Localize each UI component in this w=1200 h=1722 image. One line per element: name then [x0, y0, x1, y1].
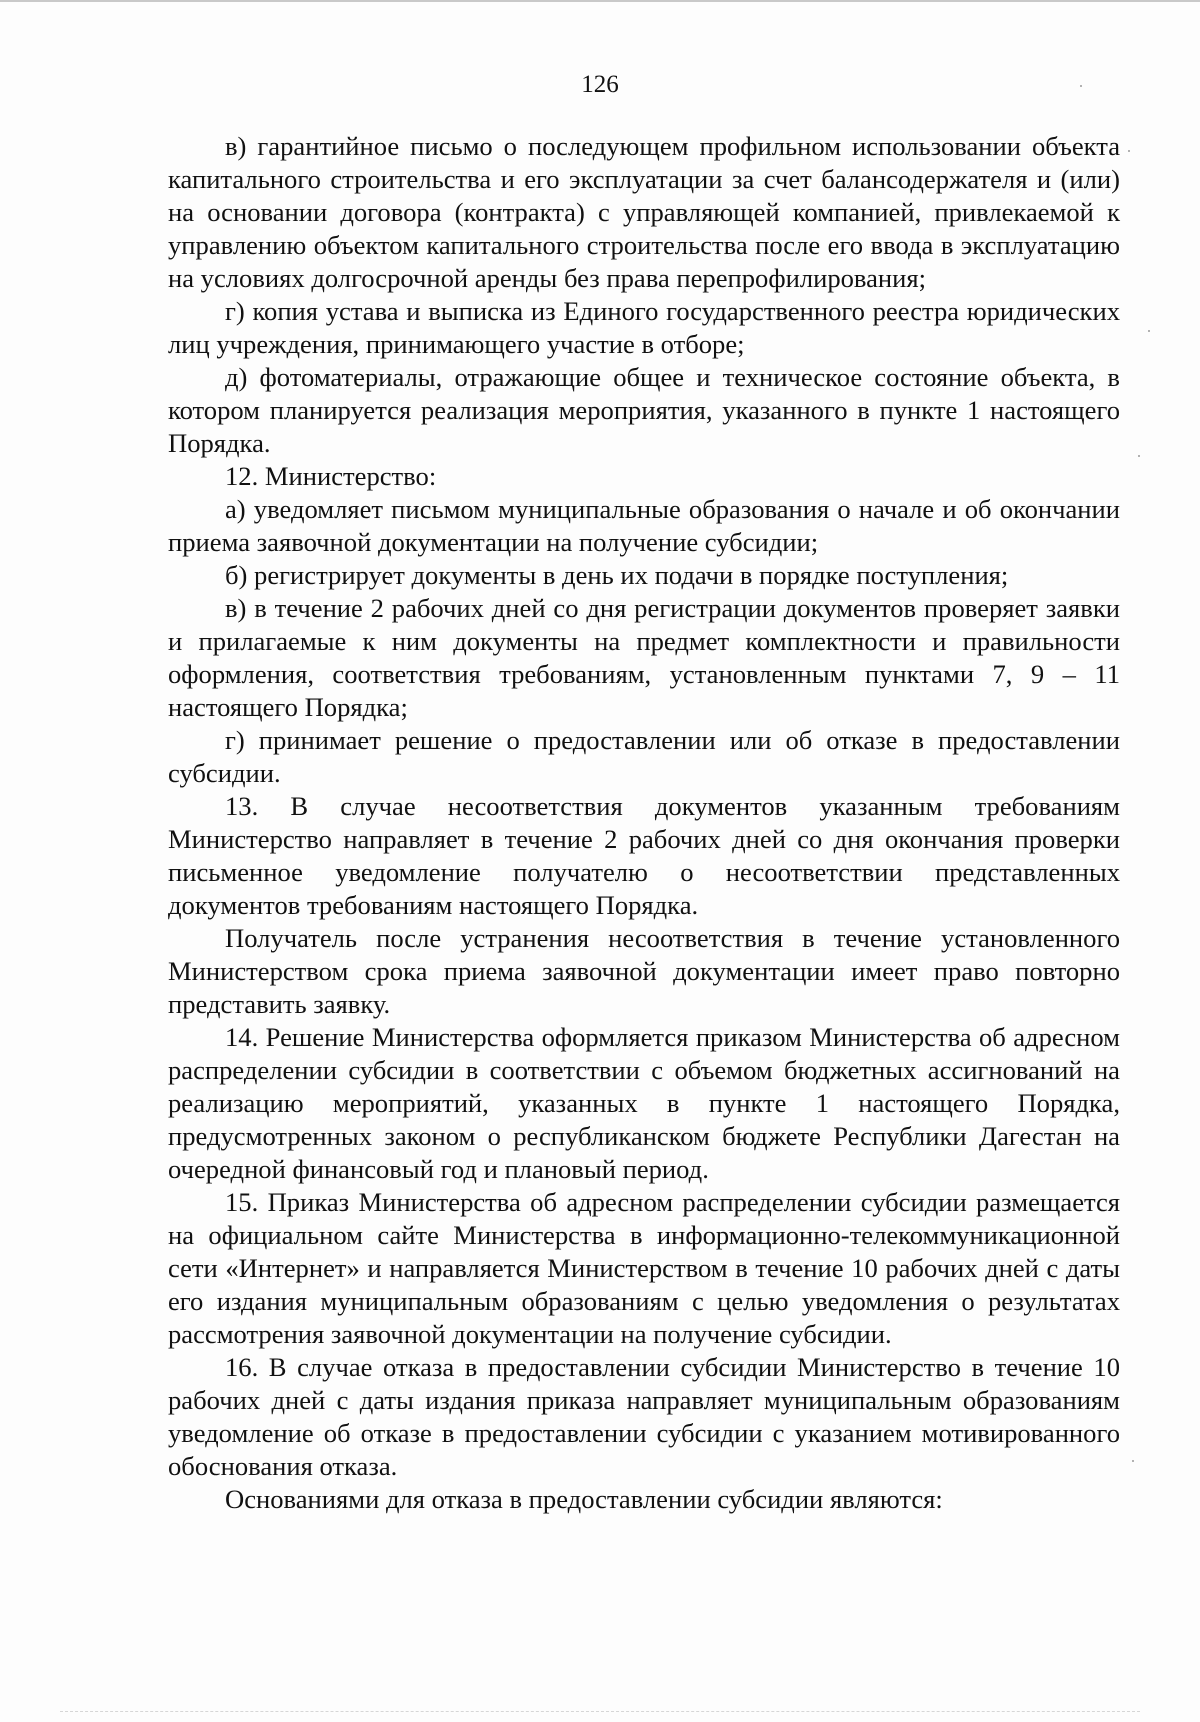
- document-body: [168, 130, 1120, 1516]
- scan-speck: [1128, 150, 1130, 152]
- paragraph-section-16: 16. В случае отказа в предоставлении субсидии Министерство в течение 10 рабочих дней с даты издания приказа направляет муниципальным образованиям уведомление об отказе в предоставлении субсидии с указанием мотивированного обоснования отказа.: [168, 1352, 1120, 1481]
- paragraph-12-v: в) в течение 2 рабочих дней со дня регистрации документов проверяет заявки и прилагаемые к ним документы на предмет комплектности и правильности оформления, соответствия требованиям, установленным пунктами 7, 9 – 11 настоящего Порядка;: [168, 593, 1120, 722]
- page-number: 126: [581, 71, 619, 98]
- scan-speck: [1138, 455, 1140, 457]
- paragraph-section-12-heading: 12. Министерство:: [225, 461, 437, 491]
- paragraph-12-g: г) принимает решение о предоставлении или об отказе в предоставлении субсидии.: [168, 725, 1120, 788]
- paragraph-12-a: а) уведомляет письмом муниципальные образования о начале и об окончании приема заявочной документации на получение субсидии;: [168, 494, 1120, 557]
- paragraph-section-13: 13. В случае несоответствия документов указанным требованиям Министерство направляет в течение 2 рабочих дней со дня окончания проверки письменное уведомление получателю о несоответствии представленных документов требованиям настоящего Порядка.: [168, 791, 1120, 920]
- paragraph-refusal-grounds: Основаниями для отказа в предоставлении субсидии являются:: [225, 1484, 943, 1514]
- paragraph-13-recipient: Получатель после устранения несоответствия в течение установленного Министерством срока приема заявочной документации имеет право повторно представить заявку.: [168, 923, 1120, 1019]
- paragraph-item-d-photo-materials: д) фотоматериалы, отражающие общее и техническое состояние объекта, в котором планируется реализация мероприятия, указанного в пункте 1 настоящего Порядка.: [168, 362, 1120, 458]
- scan-speck: [1148, 330, 1150, 332]
- scan-speck: [1080, 85, 1082, 87]
- paragraph-12-b: б) регистрирует документы в день их подачи в порядке поступления;: [225, 560, 1009, 590]
- paragraph-section-15: 15. Приказ Министерства об адресном распределении субсидии размещается на официальном сайте Министерства в информационно-телекоммуникационной сети «Интернет» и направляется Министерством в течение 10 рабочих дней с даты его издания муниципальным образованиям с целью уведомления о результатах рассмотрения заявочной документации на получение субсидии.: [168, 1187, 1120, 1349]
- paragraph-section-14: 14. Решение Министерства оформляется приказом Министерства об адресном распределении субсидии в соответствии с объемом бюджетных ассигнований на реализацию мероприятий, указанных в пункте 1 настоящего Порядка, предусмотренных законом о республиканском бюджете Республики Дагестан на очередной финансовый год и плановый период.: [168, 1022, 1120, 1184]
- paragraph-item-g-charter-copy: г) копия устава и выписка из Единого государственного реестра юридических лиц учреждения, принимающего участие в отборе;: [168, 296, 1120, 359]
- scan-speck: [1132, 1460, 1134, 1462]
- scan-edge-top: [0, 0, 1200, 2]
- paragraph-item-v-guarantee-letter: в) гарантийное письмо о последующем профильном использовании объекта капитального строительства и его эксплуатации за счет балансодержателя и (или) на основании договора (контракта) с управляющей компанией, привлекаемой к управлению объектом капитального строительства после его ввода в эксплуатацию на условиях долгосрочной аренды без права перепрофилирования;: [168, 131, 1120, 293]
- scan-edge-bottom: [60, 1711, 1140, 1712]
